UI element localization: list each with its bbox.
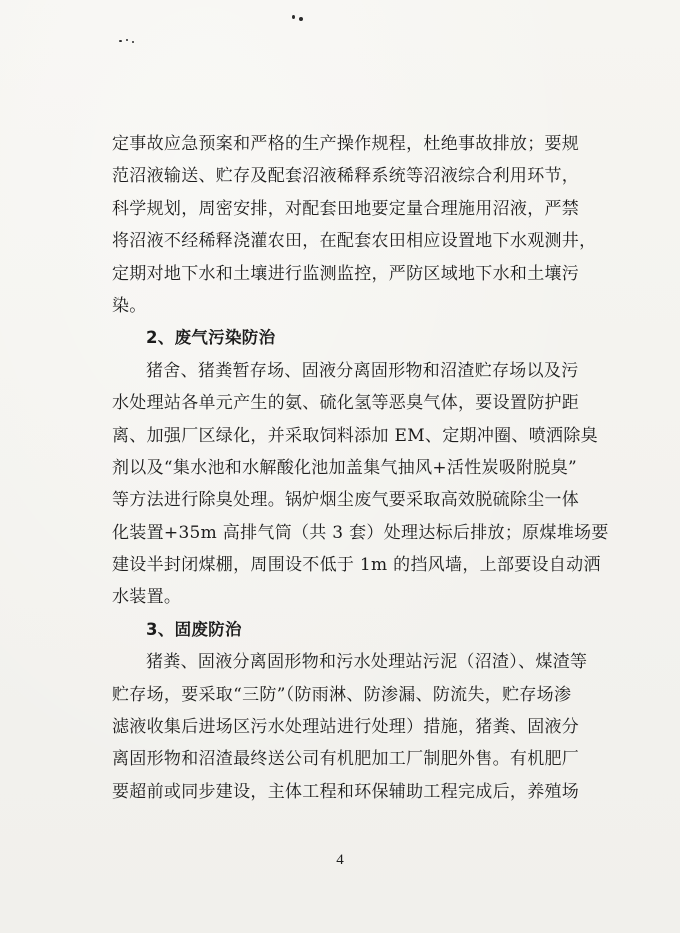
text-line: 范沼液输送、贮存及配套沼液稀释系统等沼液综合利用环节， bbox=[112, 166, 580, 187]
text-line: 贮存场，要采取“三防”（防雨淋、防渗漏、防流失，贮存场渗 bbox=[112, 684, 572, 705]
scan-speck bbox=[132, 41, 134, 43]
text-line: 定期对地下水和土壤进行监测监控，严防区域地下水和土壤污 bbox=[112, 263, 580, 284]
text-line: 猪舍、猪粪暂存场、固液分离固形物和沼渣贮存场以及污 bbox=[146, 360, 579, 381]
scan-speck bbox=[299, 17, 303, 21]
text-line: 将沼液不经稀释浇灌农田，在配套农田相应设置地下水观测井， bbox=[112, 231, 597, 252]
text-line: 滤液收集后进场区污水处理站进行处理）措施，猪粪、固液分 bbox=[112, 717, 580, 738]
text-line: 离固形物和沼渣最终送公司有机肥加工厂制肥外售。有机肥厂 bbox=[112, 749, 580, 770]
text-line: 建设半封闭煤棚，周围设不低于 1m 的挡风墙，上部要设自动洒 bbox=[112, 555, 601, 576]
text-line: 离、加强厂区绿化，并采取饲料添加 EM、定期冲圈、喷洒除臭 bbox=[112, 425, 598, 446]
text-line: 水装置。 bbox=[112, 587, 182, 608]
text-line: 要超前或同步建设，主体工程和环保辅助工程完成后，养殖场 bbox=[112, 781, 580, 802]
text-line: 定事故应急预案和严格的生产操作规程，杜绝事故排放；要规 bbox=[112, 134, 580, 154]
text-line: 化装置+35m 高排气筒（共 3 套）处理达标后排放；原煤堆场要 bbox=[112, 522, 609, 543]
page-number: 4 bbox=[336, 852, 344, 868]
scan-speck bbox=[126, 39, 128, 41]
text-line: 水处理站各单元产生的氨、硫化氢等恶臭气体，要设置防护距 bbox=[112, 393, 580, 414]
scan-speck bbox=[119, 40, 122, 42]
text-line: 等方法进行除臭处理。锅炉烟尘废气要采取高效脱硫除尘一体 bbox=[112, 490, 580, 511]
text-line: 染。 bbox=[112, 295, 147, 316]
section-heading-solid-waste: 3、固废防治 bbox=[146, 619, 242, 639]
text-line: 猪粪、固液分离固形物和污水处理站污泥（沼渣）、煤渣等 bbox=[146, 652, 588, 673]
scan-speck bbox=[292, 15, 295, 19]
section-heading-air-pollution: 2、废气污染防治 bbox=[146, 328, 276, 348]
text-line: 科学规划，周密安排，对配套田地要定量合理施用沼液，严禁 bbox=[112, 198, 580, 219]
document-body bbox=[112, 128, 609, 808]
text-line: 剂以及“集水池和水解酸化池加盖集气抽风+活性炭吸附脱臭” bbox=[112, 457, 578, 478]
